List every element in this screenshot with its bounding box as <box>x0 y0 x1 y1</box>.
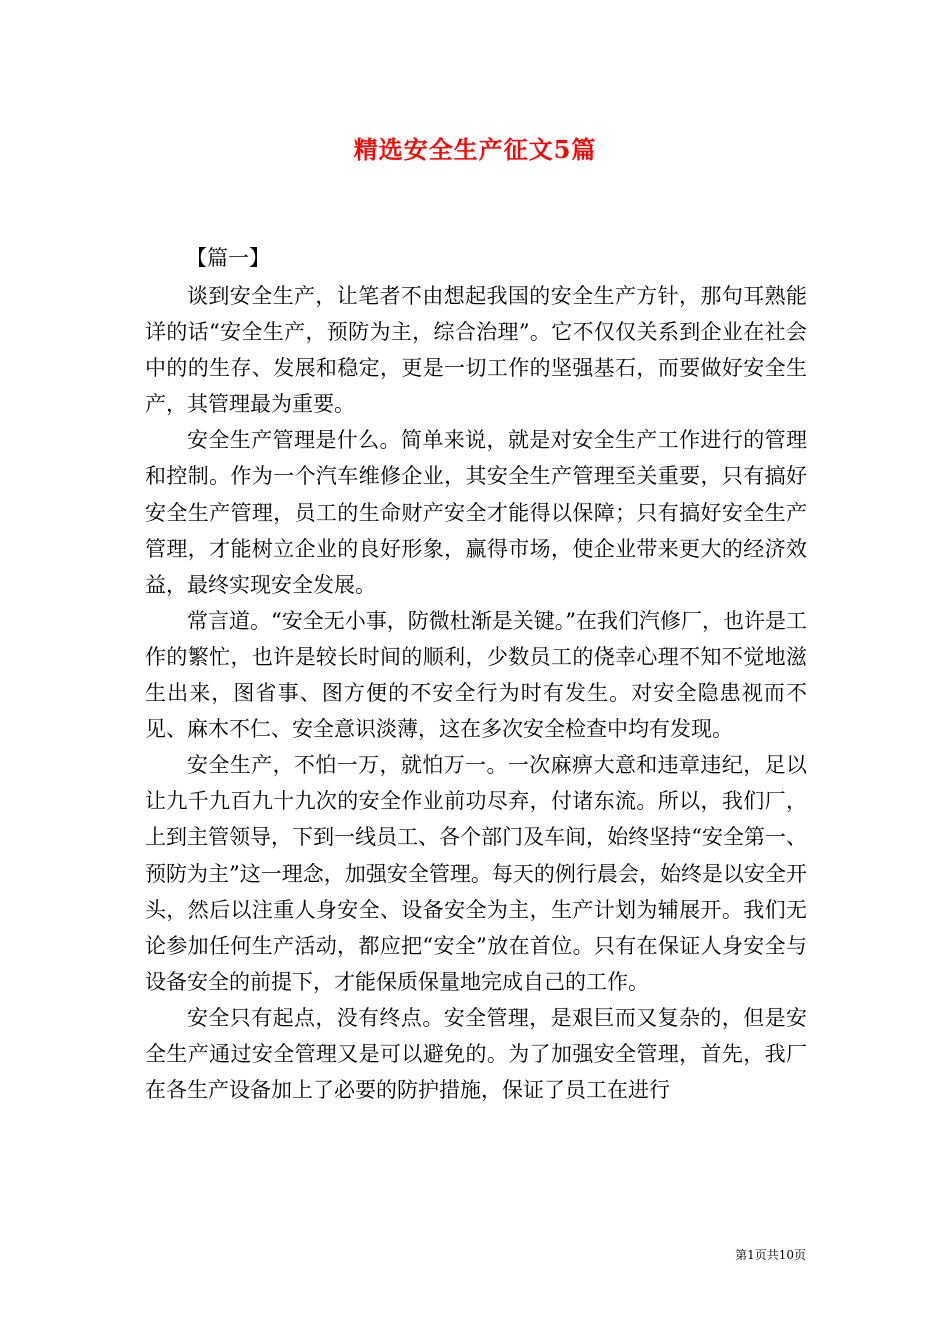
paragraph: 常言道。“安全无小事，防微杜渐是关键。”在我们汽修厂，也许是工作的繁忙，也许是较长时间的顺利，少数员工的侥幸心理不知不觉地滋生出来，图省事、图方便的不安全行为时有发生。对安全隐患视而不见、麻木不仁、安全意识淡薄，这在多次安全检查中均有发现。 <box>145 608 807 742</box>
document-title: 精选安全生产征文5篇 <box>353 135 597 164</box>
section-label: 【篇一】 <box>186 246 270 270</box>
paragraph: 安全生产管理是什么。简单来说，就是对安全生产工作进行的管理和控制。作为一个汽车维修企业，其安全生产管理至关重要，只有搞好安全生产管理，员工的生命财产安全才能得以保障；只有搞好安全生产管理，才能树立企业的良好形象，赢得市场，使企业带来更大的经济效益，最终实现安全发展。 <box>145 428 807 597</box>
page-number-footer: 第1页共10页 <box>735 1248 806 1262</box>
paragraph: 安全只有起点，没有终点。安全管理，是艰巨而又复杂的，但是安全生产通过安全管理又是可以避免的。为了加强安全管理，首先，我厂在各生产设备加上了必要的防护措施，保证了员工在进行 <box>145 1005 807 1103</box>
paragraph: 安全生产，不怕一万，就怕万一。一次麻痹大意和违章违纪，足以让九千九百九十九次的安全作业前功尽弃，付诸东流。所以，我们厂，上到主管领导，下到一线员工、各个部门及车间，始终坚持“安全第一、预防为主”这一理念，加强安全管理。每天的例行晨会，始终是以安全开头，然后以注重人身安全、设备安全为主，生产计划为辅展开。我们无论参加任何生产活动，都应把“安全”放在首位。只有在保证人身安全与设备安全的前提下，才能保质保量地完成自己的工作。 <box>145 753 807 994</box>
paragraph: 谈到安全生产，让笔者不由想起我国的安全生产方针，那句耳熟能详的话“安全生产，预防为主，综合治理”。它不仅仅关系到企业在社会中的的生存、发展和稳定，更是一切工作的坚强基石，而要做好安全生产，其管理最为重要。 <box>145 284 807 417</box>
document-body <box>145 278 807 1108</box>
